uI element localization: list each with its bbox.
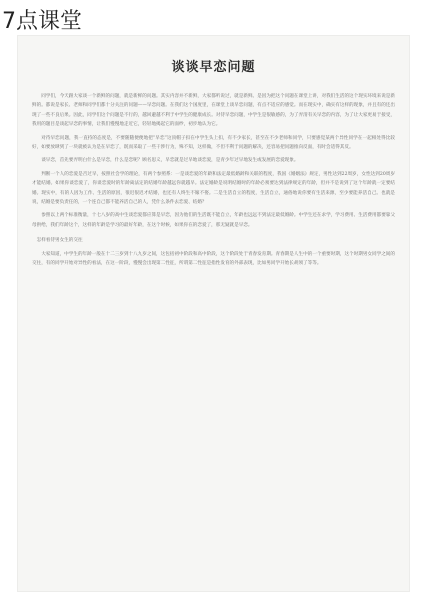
page-title: 7点课堂 <box>2 9 82 34</box>
section-heading: 怎样看待男女生的交往 <box>36 238 83 244</box>
paragraph: 谈早恋，首先要弄明白什么是早恋，什么是恋呢？顾名思义，早恋就是过早地谈恋爱，是青少年过早地发生或发展的恋爱现象。 <box>41 158 299 164</box>
paragraph: 判断一个人的恋爱是否过早，按照社会学的理论，有两个参照系：一是谈恋爱的年龄和法定最低婚龄和关联的程度，我国《婚姻法》规定，男性达到22周岁，女性达到20周岁才能结婚。如果你谈恋爱了，你谈恋爱时的年龄离法定的结婚年龄越远你就越早。法定婚龄是说明结婚时的年龄必须要达到法律规定的年龄，但并不是说到了这个年龄就一定要结婚。现实中，有的人因为工作、生活的原因，很迟很迟才结婚，也还有人终生不嫁不娶。二是生活自立的程度，生活自立，通俗地说你要有生活来源，至少要能养活自己。也就是说，结婚是要负责任的，一个连自己都不能养活自己的人，凭什么条件去恋爱、结婚？ <box>32 171 395 206</box>
document-body <box>32 92 395 567</box>
paragraph: 同学们，今天跟大家谈一个新鲜的问题，就是新鲜的问题。其实内容并不新鲜，大家都听说过，就是新鲜。是因为把这个问题在课堂上讲，对我们生活的这个现实环境来说是新鲜的。都说是家长、老师和同学们都十分关注的问题——早恋问题。在我们这个国度里，在课堂上谈早恋问题，有点不适应的感觉。而在现实中，确实有这样的现象，并且有的还出现了一些不良后果。因此，同学们这个问题是不行的，越回避越不利于中学生的健康成长。对待早恋问题，中学生是很敏感的，为了弄清有关早恋的内容，为了让大家更易于接受，我用的题目是谈起早恋的事情，让我们慢慢地走近它，轻轻地揭起它的面纱，初步地认为它。 <box>32 94 395 128</box>
document-page <box>17 35 410 592</box>
document-title: 谈谈早恋问题 <box>171 60 256 75</box>
paragraph: 对待早恋问题，我一直持的态度是，不要随随便便地把“早恋”这顶帽子扣在中学生头上扣，有不少家长，甚至在不少老师和同学，只要感觉某两个异性同学在一起相处得比较好，如要放肆到了一块就被认为是在早恋了，既而采取了一些干涉行为，殊不知，这样做，不但不利于问题的解决，还容易把问题推向反面，有时会适得其反。 <box>32 135 395 151</box>
paragraph: 参照以上两个标准衡量，十七八岁的高中生谈恋爱都应算是早恋，因为他们的生活既不能自立，年龄也远远不到法定最低婚龄。中学生还在求学，学习费用、生活费用都要靠父母供给，我们年龄这个，这样的年龄是学习的最好年龄，在这个时候，如果你在的恋爱了，那无疑就是早恋。 <box>32 213 395 228</box>
paragraph: 大家知道，中学生的年龄一般在十二三岁到十八九岁之间，这包括初中阶段和高中阶段，这个阶段处于青春发育期。青春期是人生中的一个重要时期，这个时期男女同学之间的交往，有的同学开始对异性的看法，在这一阶段，慢慢会出现第二性征，所谓第二性征是指性发育的外部表现，比如男同学开始长胡须了等等。 <box>32 251 395 267</box>
